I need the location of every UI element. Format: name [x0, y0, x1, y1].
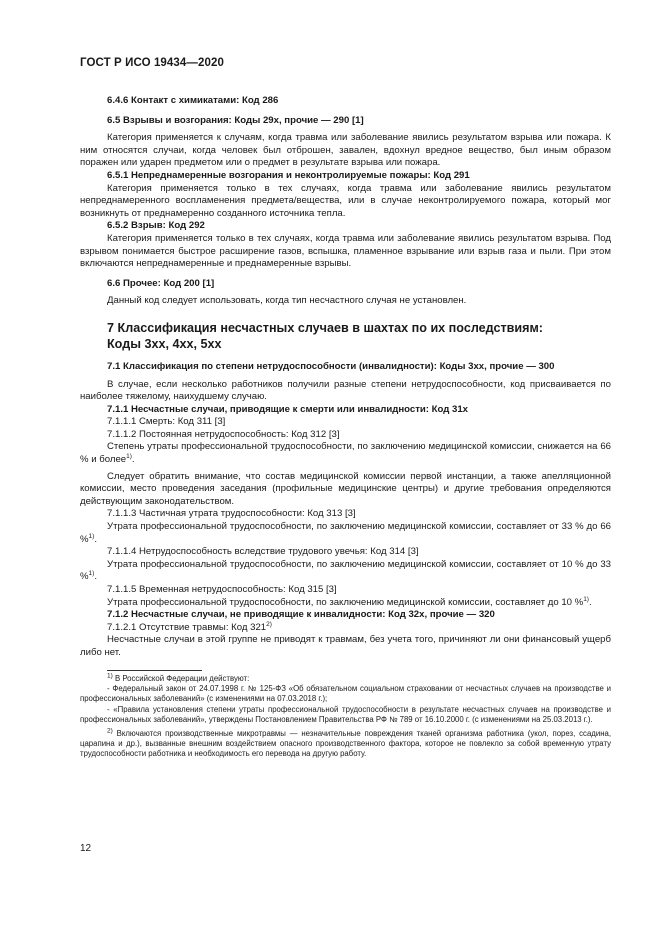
footnote-mark: 2) — [107, 727, 113, 734]
footnote-1-law: - Федеральный закон от 24.07.1998 г. № 125-ФЗ «Об обязательном социальном страховании от несчастных случаев на производстве и профессиональных заболеваний» (с изменениями на 07.03.2018 г.); — [80, 683, 611, 704]
footnote-1-rules: - «Правила установления степени утраты профессиональной трудоспособности в результате несчастных случаев на производстве и профессиональных заболеваний», утверждены Постановлением Правительства РФ № 789 от 16.10.2000 г. (с изменениями на 25.03.2013 г.). — [80, 704, 611, 725]
section-6-5-1-text: Категория применяется только в тех случаях, когда травма или заболевание явились результатом непреднамеренного воспламенения предмета/вещества, или в случае неконтролируемого пожара, который мог возникнуть от преднамеренно созданного источника тепла. — [80, 182, 611, 219]
section-7-title-line2: Коды 3хх, 4хх, 5хх — [107, 336, 222, 351]
item-7-1-1-5-text: Утрата профессиональной трудоспособности, по заключению медицинской комиссии, составляет до 10 %$^{1)}$. — [107, 595, 592, 608]
footnote-ref: 2) — [266, 620, 272, 628]
item-7-1-1-5: 7.1.1.5 Временная нетрудоспособность: Код 315 [3] — [107, 584, 337, 595]
footnote-2: $^{2)}$ Включаются производственные микротравмы — незначительные повреждения тканей организма работника (укол, порез, ссадина, царапина и др.), вызванные внешним воздействием опасного производственного фактора, которое не повлекло за собой временную утрату трудоспособности работника и необходимость его перевода на другую работу. — [80, 727, 611, 759]
item-7-1-2-1-text: Несчастные случаи в этой группе не приводят к травмам, без учета того, причиняют ли они финансовый ущерб либо нет. — [80, 634, 611, 658]
section-7-title-line1: 7 Классификация несчастных случаев в шахтах по их последствиям: — [107, 320, 544, 335]
footnote-mark: 1) — [107, 671, 113, 679]
commission-note: Следует обратить внимание, что состав медицинской комиссии первой инстанции, а также апелляционной комиссии, место проведения заседания (профильные медицинские центры) и другие требования определяются действующим законодательством. — [80, 470, 611, 507]
page-number: 12 — [80, 843, 92, 854]
section-7-1-1-title: 7.1.1 Несчастные случаи, приводящие к смерти или инвалидности: Код 31х — [107, 403, 469, 415]
item-7-1-1-4-text: Утрата профессиональной трудоспособности, по заключению медицинской комиссии, составляет от 10 % до 33 %$^{1)}$. — [80, 558, 611, 583]
item-7-1-1-1: 7.1.1.1 Смерть: Код 311 [3] — [107, 416, 226, 428]
section-6-5-text: Категория применяется к случаям, когда травма или заболевание явились результатом взрыва или пожара. К ним относятся случаи, когда человек был отброшен, завален, вдохнул вредное вещество, был иным образом поражен или ударен предметом или о предмет в результате взрыва или пожара. — [80, 132, 611, 169]
page-content — [80, 95, 611, 760]
section-6-5-1-title: 6.5.1 Непреднамеренные возгорания и неконтролируемые пожары: Код 291 — [107, 169, 470, 181]
item-7-1-1-3-text: Утрата профессиональной трудоспособности, по заключению медицинской комиссии, составляет от 33 % до 66 %$^{1)}$. — [80, 521, 611, 545]
section-7-1-2-title: 7.1.2 Несчастные случаи, не приводящие к инвалидности: Код 32х, прочие — 320 — [107, 609, 495, 621]
section-6-5-2-title: 6.5.2 Взрыв: Код 292 — [107, 220, 205, 232]
section-6-6-title: 6.6 Прочее: Код 200 [1] — [107, 277, 215, 289]
footnote-1-intro: $^{1)}$ В Российской Федерации действуют: — [107, 671, 250, 683]
section-6-4-6-title: 6.4.6 Контакт с химикатами: Код 286 — [107, 95, 279, 106]
item-7-1-1-2: 7.1.1.2 Постоянная нетрудоспособность: Код 312 [3] — [107, 428, 340, 440]
footnote-ref: 1) — [88, 570, 95, 578]
section-6-5-2-text: Категория применяется только в тех случаях, когда травма или заболевание явились результатом взрыва. Под взрывом понимается быстрое расширение газов, вспышка, пламенное взрывание или взрыв газа и пыли. При этом включаются непреднамеренные и преднамеренные взрывы. — [80, 232, 611, 270]
footnote-divider — [107, 670, 202, 671]
item-7-1-2-1: 7.1.2.1 Отсутствие травмы: Код 321$^{2)}$ — [107, 620, 272, 633]
footnote-ref: 1) — [88, 532, 95, 540]
section-6-5-title: 6.5 Взрывы и возгорания: Коды 29х, прочие — 290 [1] — [107, 114, 364, 126]
footnote-ref: 1) — [583, 595, 589, 603]
section-7-1-text: В случае, если несколько работников получили разные степени нетрудоспособности, код присваивается по наиболее тяжелому, наихудшему случаю. — [80, 378, 611, 403]
item-7-1-1-2-text: Степень утраты профессиональной трудоспособности, по заключению медицинской комиссии, снижается на 66 % и более$^{1)}$. — [80, 441, 611, 466]
section-7-1-title: 7.1 Классификация по степени нетрудоспособности (инвалидности): Коды 3хх, прочие — 300 — [107, 360, 555, 372]
footnote-ref: 1) — [126, 452, 132, 460]
section-7-title — [80, 320, 611, 352]
standard-header: ГОСТ Р ИСО 19434—2020 — [80, 57, 225, 69]
section-6-6-text: Данный код следует использовать, когда тип несчастного случая не установлен. — [107, 295, 467, 307]
item-7-1-1-4: 7.1.1.4 Нетрудоспособность вследствие трудового увечья: Код 314 [3] — [107, 546, 419, 558]
item-7-1-1-3: 7.1.1.3 Частичная утрата трудоспособности: Код 313 [3] — [107, 508, 356, 520]
